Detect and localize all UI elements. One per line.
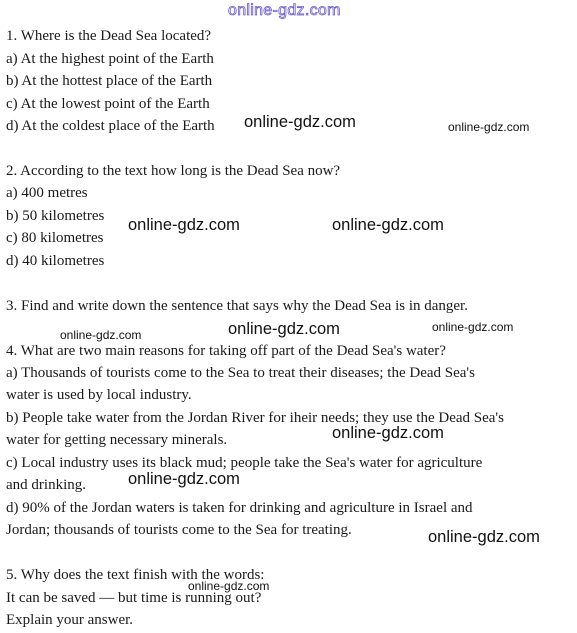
question-4-option-c-line-2: and drinking. [6,477,86,493]
watermark-7: online-gdz.com [432,320,514,334]
question-1-option-d: d) At the coldest place of the Earth [6,118,215,134]
watermark-1: online-gdz.com [244,113,356,131]
question-1-option-b: b) At the hottest place of the Earth [6,73,213,89]
question-1-text: 1. Where is the Dead Sea located? [6,28,212,44]
question-2-option-c: c) 80 kilometres [6,230,104,246]
watermark-10: online-gdz.com [428,528,540,546]
watermark-11: online-gdz.com [188,579,270,593]
watermark-3: online-gdz.com [128,216,240,234]
watermark-5: online-gdz.com [60,328,142,342]
question-4-option-d-line-2: Jordan; thousands of tourists come to the Sea for treating. [6,522,352,538]
watermark-8: online-gdz.com [332,424,444,442]
watermark-4: online-gdz.com [332,216,444,234]
watermark-2: online-gdz.com [448,120,530,134]
question-4-option-a-line-1: a) Thousands of tourists come to the Sea to treat their diseases; the Dead Sea's [6,365,475,381]
question-4-text: 4. What are two main reasons for taking off part of the Dead Sea's water? [6,343,446,359]
question-4-option-c-line-1: c) Local industry uses its black mud; people take the Sea's water for agriculture [6,455,483,471]
question-5-explain: Explain your answer. [6,612,134,628]
top-watermark: online-gdz.com [228,2,341,19]
question-5-quote: It can be saved — but time is running out? [6,590,262,606]
question-2-option-a: a) 400 metres [6,185,88,201]
question-5-text: 5. Why does the text finish with the words: [6,567,265,583]
question-1-option-a: a) At the highest point of the Earth [6,51,214,67]
question-3-text: 3. Find and write down the sentence that says why the Dead Sea is in danger. [6,298,468,314]
question-4-option-a-line-2: water is used by local industry. [6,387,192,403]
question-2-text: 2. According to the text how long is the Dead Sea now? [6,163,341,179]
question-4-option-b-line-2: water for getting necessary minerals. [6,432,228,448]
question-1-option-c: c) At the lowest point of the Earth [6,96,210,112]
watermark-9: online-gdz.com [128,470,240,488]
watermark-6: online-gdz.com [228,320,340,338]
question-4-option-b-line-1: b) People take water from the Jordan River for iheir needs; they use the Dead Sea's [6,410,504,426]
question-2-option-b: b) 50 kilometres [6,208,105,224]
question-2-option-d: d) 40 kilometres [6,253,105,269]
question-4-option-d-line-1: d) 90% of the Jordan waters is taken for drinking and agriculture in Israel and [6,500,473,516]
